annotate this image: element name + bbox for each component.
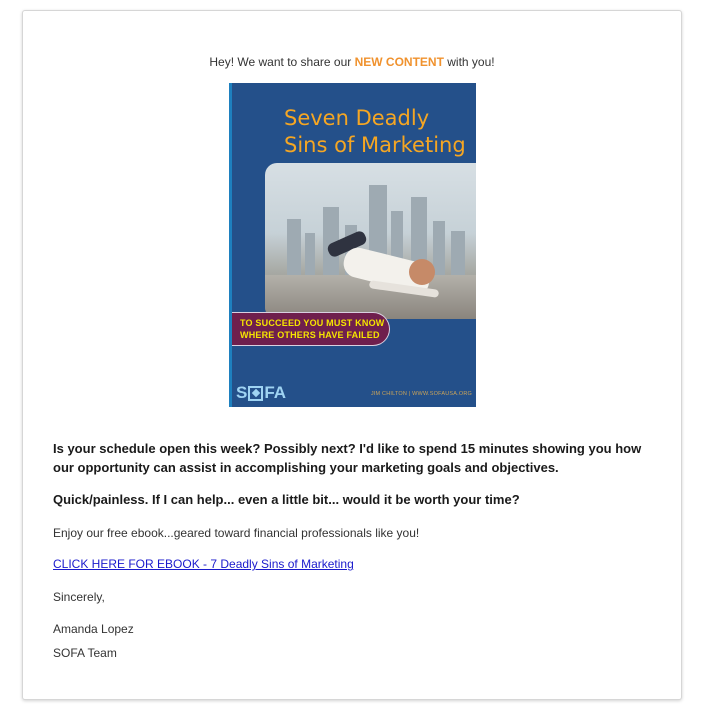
new-content-highlight: NEW CONTENT [354,55,444,69]
cover-title-line2: Sins of Marketing [284,133,466,157]
intro-text-after: with you! [443,55,495,69]
banner-line2: WHERE OTHERS HAVE FAILED [240,330,380,340]
diamond-logo-icon [248,386,263,401]
paragraph-schedule: Is your schedule open this week? Possibly next? I'd like to spend 15 minutes showing you how our opportunity can assist in accomplishing your marketing goals and objectives. [53,441,642,475]
banner-line1: TO SUCCEED YOU MUST KNOW [240,318,385,328]
ebook-cover-image[interactable] [229,83,476,407]
intro-text-before: Hey! We want to share our [209,55,355,69]
ebook-link[interactable]: CLICK HERE FOR EBOOK - 7 Deadly Sins of Marketing [53,557,354,571]
closing-text: Sincerely, [53,590,105,604]
email-card [22,10,682,700]
cover-title [284,105,474,159]
paragraph-quick: Quick/painless. If I can help... even a little bit... would it be worth your time? [53,492,520,507]
sofa-logo: S FA [236,383,287,402]
cover-credit: JIM CHILTON | WWW.SOFAUSA.ORG [370,391,472,397]
signature-name: Amanda Lopez [53,622,134,636]
paragraph-ebook: Enjoy our free ebook...geared toward financial professionals like you! [53,526,420,540]
cover-photo-businessman [265,163,476,319]
intro-line [23,55,681,69]
cover-title-line1: Seven Deadly [284,106,430,130]
cover-banner [232,312,390,346]
signature-team: SOFA Team [53,646,117,660]
